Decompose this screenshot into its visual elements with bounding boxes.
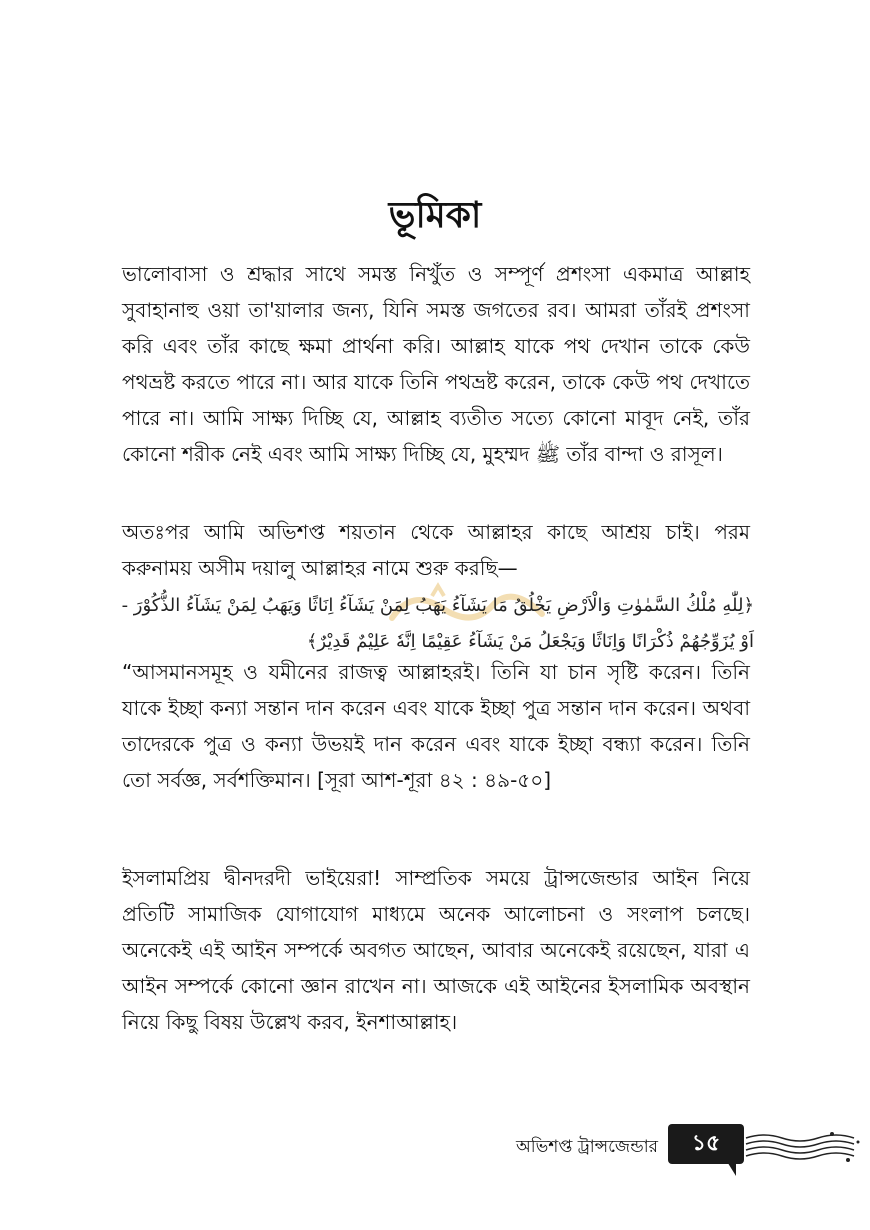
verse-translation-paragraph: “আসমানসমূহ ও যমীনের রাজত্ব আল্লাহরই। তিনি যা চান সৃষ্টি করেন। তিনি যাকে ইচ্ছা কন্যা সন্তান দান করেন এবং যাকে ইচ্ছা পুত্র সন্তান দান করেন। অথবা তাদেরকে পুত্র ও কন্যা উভয়ই দান করেন এবং যাকে ইচ্ছা বন্ধ্যা করেন। তিনি তো সর্বজ্ঞ, সর্বশক্তিমান। [সূরা আশ-শূরা ৪২ : ৪৯-৫০] [122, 660, 750, 792]
quran-verse-arabic: ﴿لِلّٰهِ مُلْكُ السَّمٰوٰتِ وَالْاَرْضِ يَخْلُقُ مَا يَشَآءُ يَهَبُ لِمَنْ يَشَآءُ اِنَاثًا وَيَهَبُ لِمَنْ يَشَآءُ الذُّكُوْرَ - اَوْ يُزَوِّجُهُمْ ذُكْرَانًا وَاِنَاثًا وَيَجْعَلُ مَنْ يَشَآءُ عَقِيْمًا اِنَّهٗ عَلِيْمٌ قَدِيْرٌ﴾ [121, 595, 754, 652]
footer-book-title: অভিশপ্ত ট্রান্সজেন্ডার [516, 1137, 658, 1157]
closing-paragraph: ইসলামপ্রিয় দ্বীনদরদী ভাইয়েরা! সাম্প্রতিক সময়ে ট্রান্সজেন্ডার আইন নিয়ে প্রতিটি সামাজিক যোগাযোগ মাধ্যমে অনেক আলোচনা ও সংলাপ চলছে। অনেকেই এই আইন সম্পর্কে অবগত আছেন, আবার অনেকেই রয়েছেন, যারা এ আইন সম্পর্কে কোনো জ্ঞান রাখেন না। আজকে এই আইনের ইসলামিক অবস্থান নিয়ে কিছু বিষয় উল্লেখ করব, ইনশাআল্লাহ। [122, 866, 750, 1034]
page-number: ১৫ [691, 1131, 721, 1156]
page-footer [0, 1120, 870, 1180]
wave-ornament-icon [744, 1130, 864, 1164]
page-title: ভূমিকা [388, 195, 482, 236]
page-number-tab [668, 1124, 744, 1164]
refuge-paragraph: অতঃপর আমি অভিশপ্ত শয়তান থেকে আল্লাহর কাছে আশ্রয় চাই। পরম করুনাময় অসীম দয়ালু আল্লাহর নামে শুরু করছি— [122, 520, 750, 580]
intro-paragraph: ভালোবাসা ও শ্রদ্ধার সাথে সমস্ত নিখুঁত ও সম্পূর্ণ প্রশংসা একমাত্র আল্লাহ সুবাহানাহু ওয়া তা'য়ালার জন্য, যিনি সমস্ত জগতের রব। আমরা তাঁরই প্রশংসা করি এবং তাঁর কাছে ক্ষমা প্রার্থনা করি। আল্লাহ যাকে পথ দেখান তাকে কেউ পথভ্রষ্ট করতে পারে না। আর যাকে তিনি পথভ্রষ্ট করেন, তাকে কেউ পথ দেখাতে পারে না। আমি সাক্ষ্য দিচ্ছি যে, আল্লাহ ব্যতীত সত্যে কোনো মাবূদ নেই, তাঁর কোনো শরীক নেই এবং আমি সাক্ষ্য দিচ্ছি যে, মুহম্মদ ﷺ তাঁর বান্দা ও রাসূল। [122, 262, 750, 466]
